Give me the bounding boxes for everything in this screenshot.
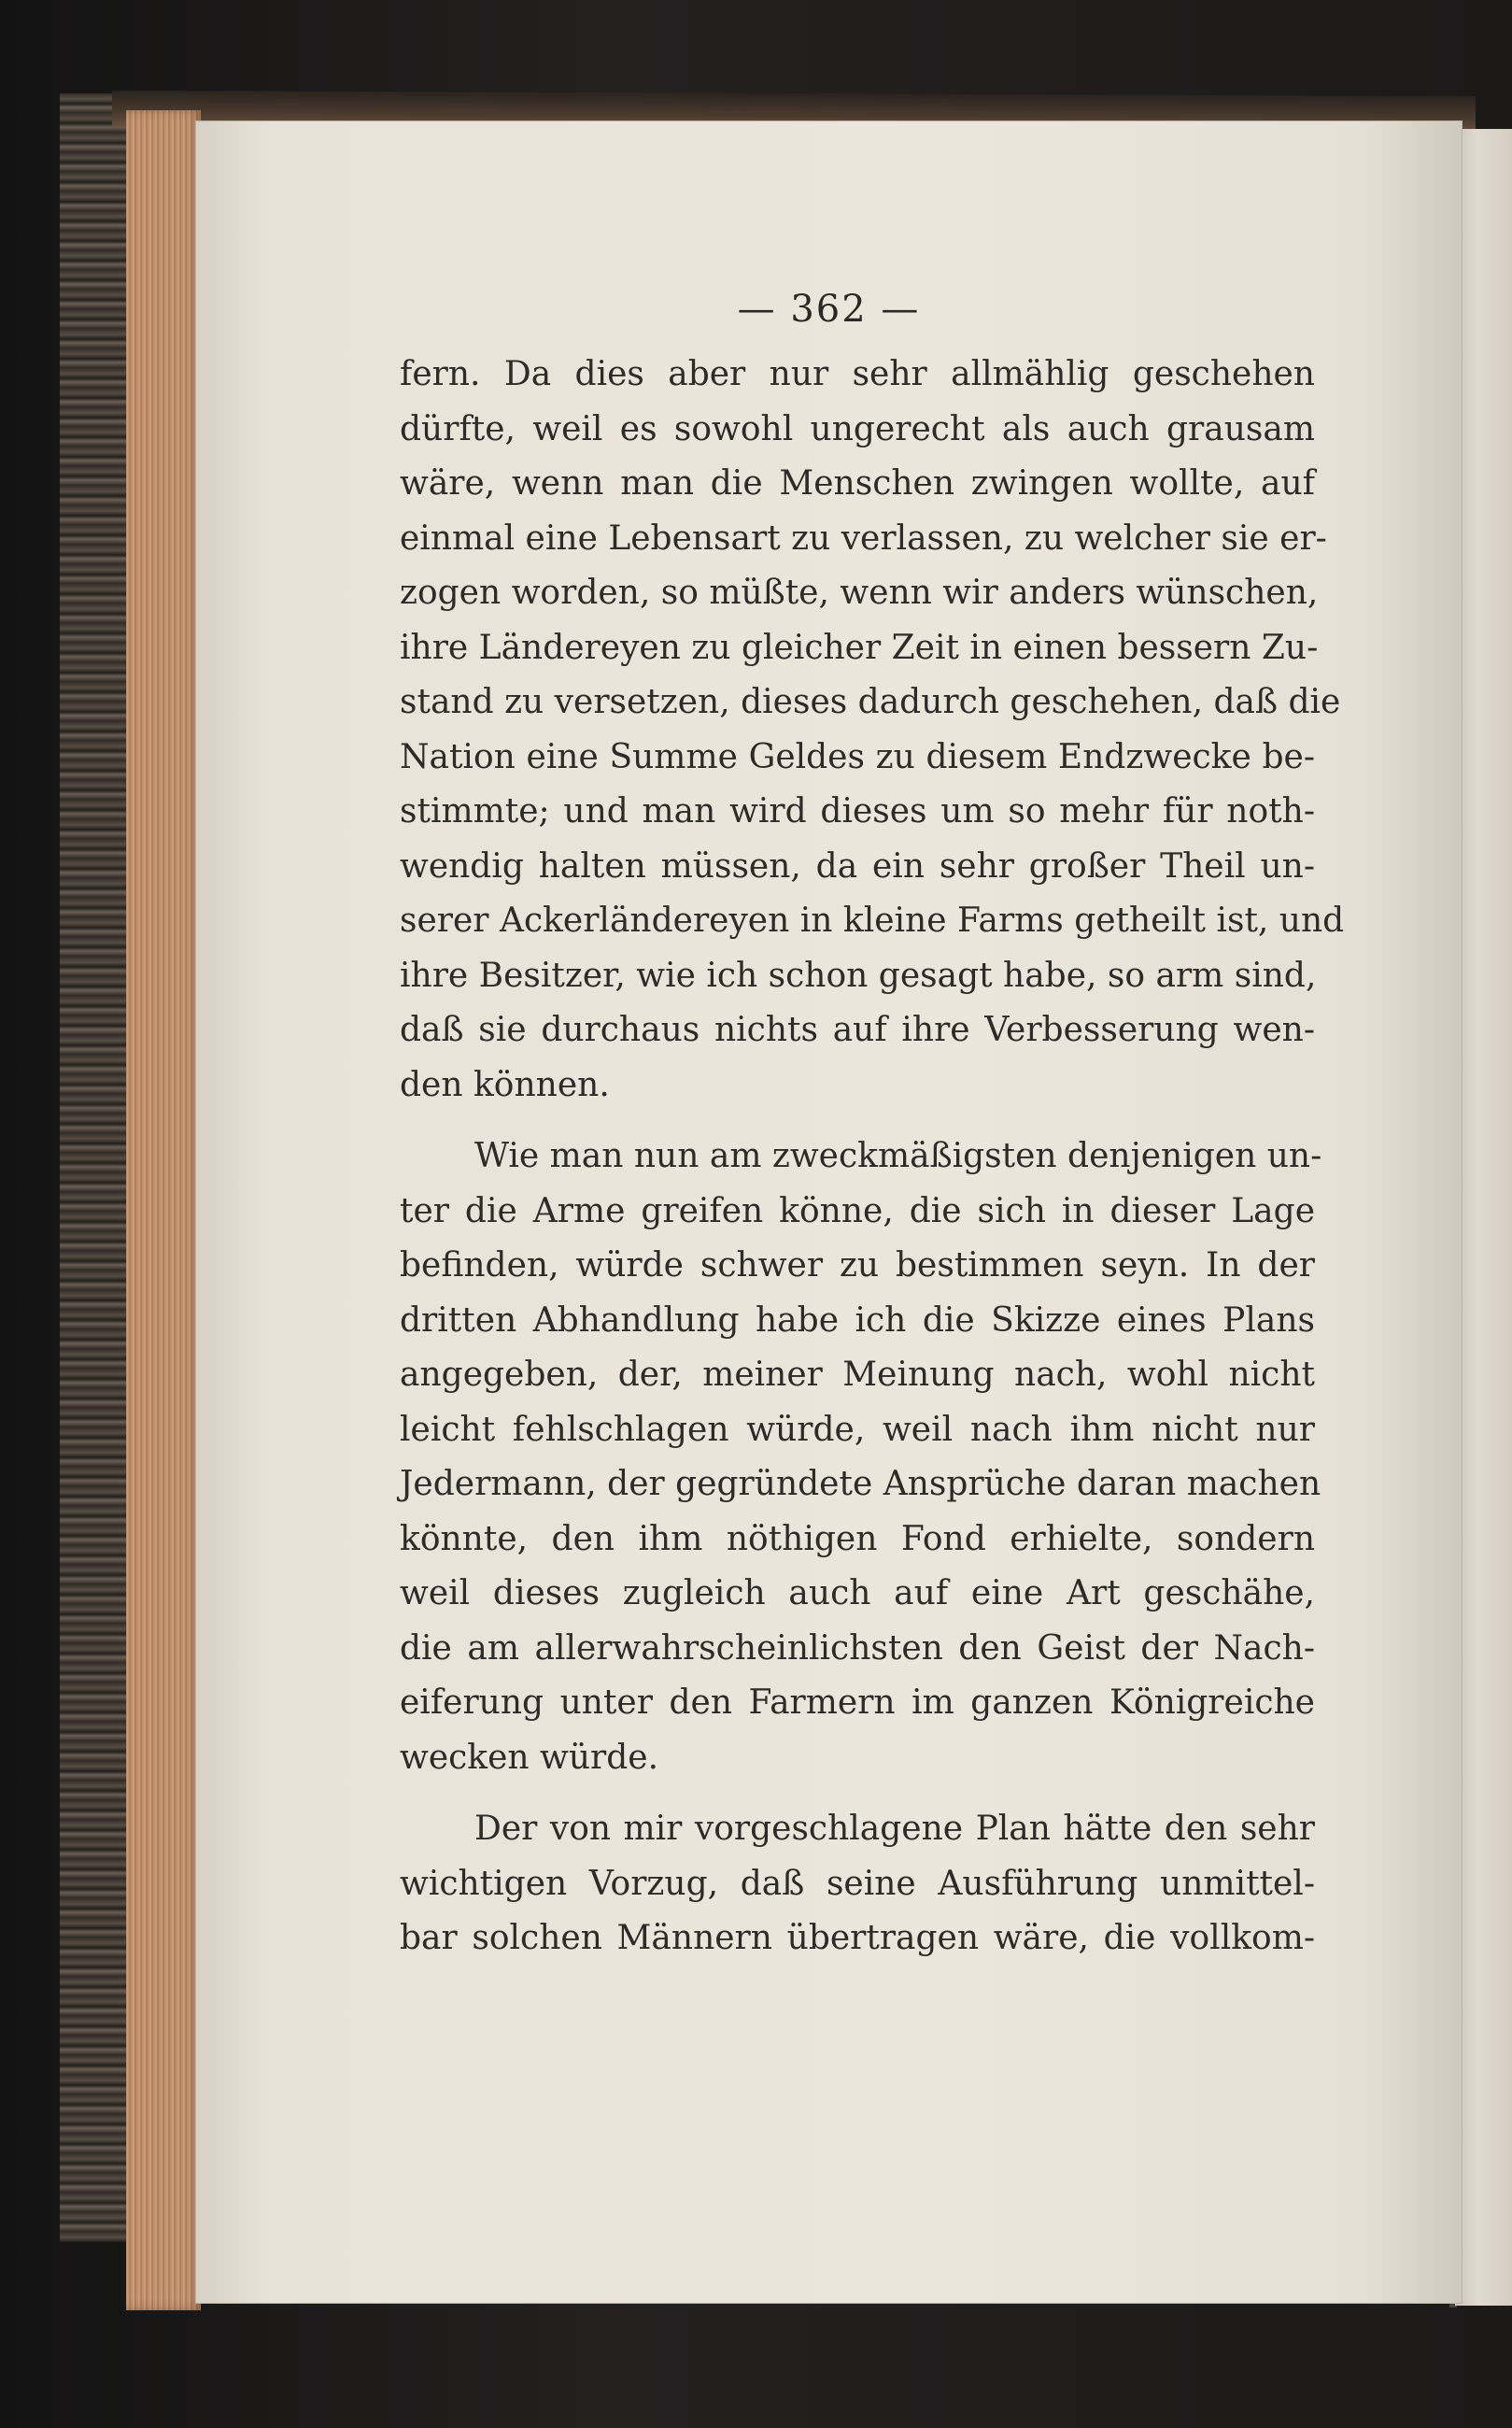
text-line: den können.: [400, 1065, 610, 1104]
text-line: dritten Abhandlung habe ich die Skizze eines Plans: [400, 1300, 1315, 1340]
text-line: Wie man nun am zweckmäßigsten denjenigen un-: [474, 1137, 1322, 1175]
page-number: — 362 —: [737, 288, 921, 331]
text-line: fern. Da dies aber nur sehr allmählig geschehen: [400, 355, 1315, 393]
paragraph-gap: [400, 1785, 1315, 1802]
text-line: angegeben, der, meiner Meinung nach, wohl nicht: [400, 1356, 1315, 1394]
text-line: wecken würde.: [400, 1738, 659, 1777]
text-line: befinden, würde schwer zu bestimmen seyn. In der: [400, 1246, 1315, 1285]
text-line: wichtigen Vorzug, daß seine Ausführung unmittel-: [400, 1864, 1315, 1903]
facing-page-sliver: [1455, 129, 1512, 2306]
text-line: stimmte; und man wird dieses um so mehr für noth-: [400, 792, 1315, 831]
page-text: [400, 348, 1345, 1967]
text-line: weil dieses zugleich auch auf eine Art geschähe,: [400, 1574, 1315, 1612]
text-line: Nation eine Summe Geldes zu diesem Endzwecke be-: [400, 737, 1315, 776]
text-line: wäre, wenn man die Menschen zwingen wollte, auf: [400, 464, 1315, 503]
text-line: eiferung unter den Farmern im ganzen Königreiche: [400, 1683, 1315, 1722]
text-line: könnte, den ihm nöthigen Fond erhielte, sondern: [400, 1519, 1315, 1558]
text-line: stand zu versetzen, dieses dadurch geschehen, daß die: [400, 683, 1341, 721]
text-line: zogen worden, so müßte, wenn wir anders wünschen,: [400, 574, 1319, 612]
text-line: serer Ackerländereyen in kleine Farms getheilt ist, und: [400, 902, 1345, 940]
text-line: dürfte, weil es sowohl ungerecht als auch grausam: [400, 409, 1315, 448]
book-spine-edge: [60, 93, 127, 2242]
text-line: die am allerwahrscheinlichsten den Geist der Nach-: [400, 1628, 1315, 1668]
paragraph-gap: [400, 1113, 1315, 1129]
text-line: ihre Ländereyen zu gleicher Zeit in einen bessern Zu-: [400, 628, 1319, 667]
text-line: einmal eine Lebensart zu verlassen, zu welcher sie er-: [400, 518, 1327, 558]
text-line: wendig halten müssen, da ein sehr großer Theil un-: [400, 846, 1315, 886]
text-line: Der von mir vorgeschlagene Plan hätte den sehr: [474, 1810, 1315, 1848]
text-line: ihre Besitzer, wie ich schon gesagt habe, so arm sind,: [400, 956, 1317, 995]
text-line: leicht fehlschlagen würde, weil nach ihm nicht nur: [400, 1410, 1315, 1449]
page-edges: [126, 110, 201, 2310]
book-page: [196, 121, 1462, 2303]
text-line: bar solchen Männern übertragen wäre, die vollkom-: [400, 1919, 1315, 1957]
text-line: Jedermann, der gegründete Ansprüche daran machen: [400, 1465, 1321, 1503]
text-line: ter die Arme greifen könne, die sich in dieser Lage: [400, 1191, 1315, 1230]
text-line: daß sie durchaus nichts auf ihre Verbesserung wen-: [400, 1011, 1315, 1049]
